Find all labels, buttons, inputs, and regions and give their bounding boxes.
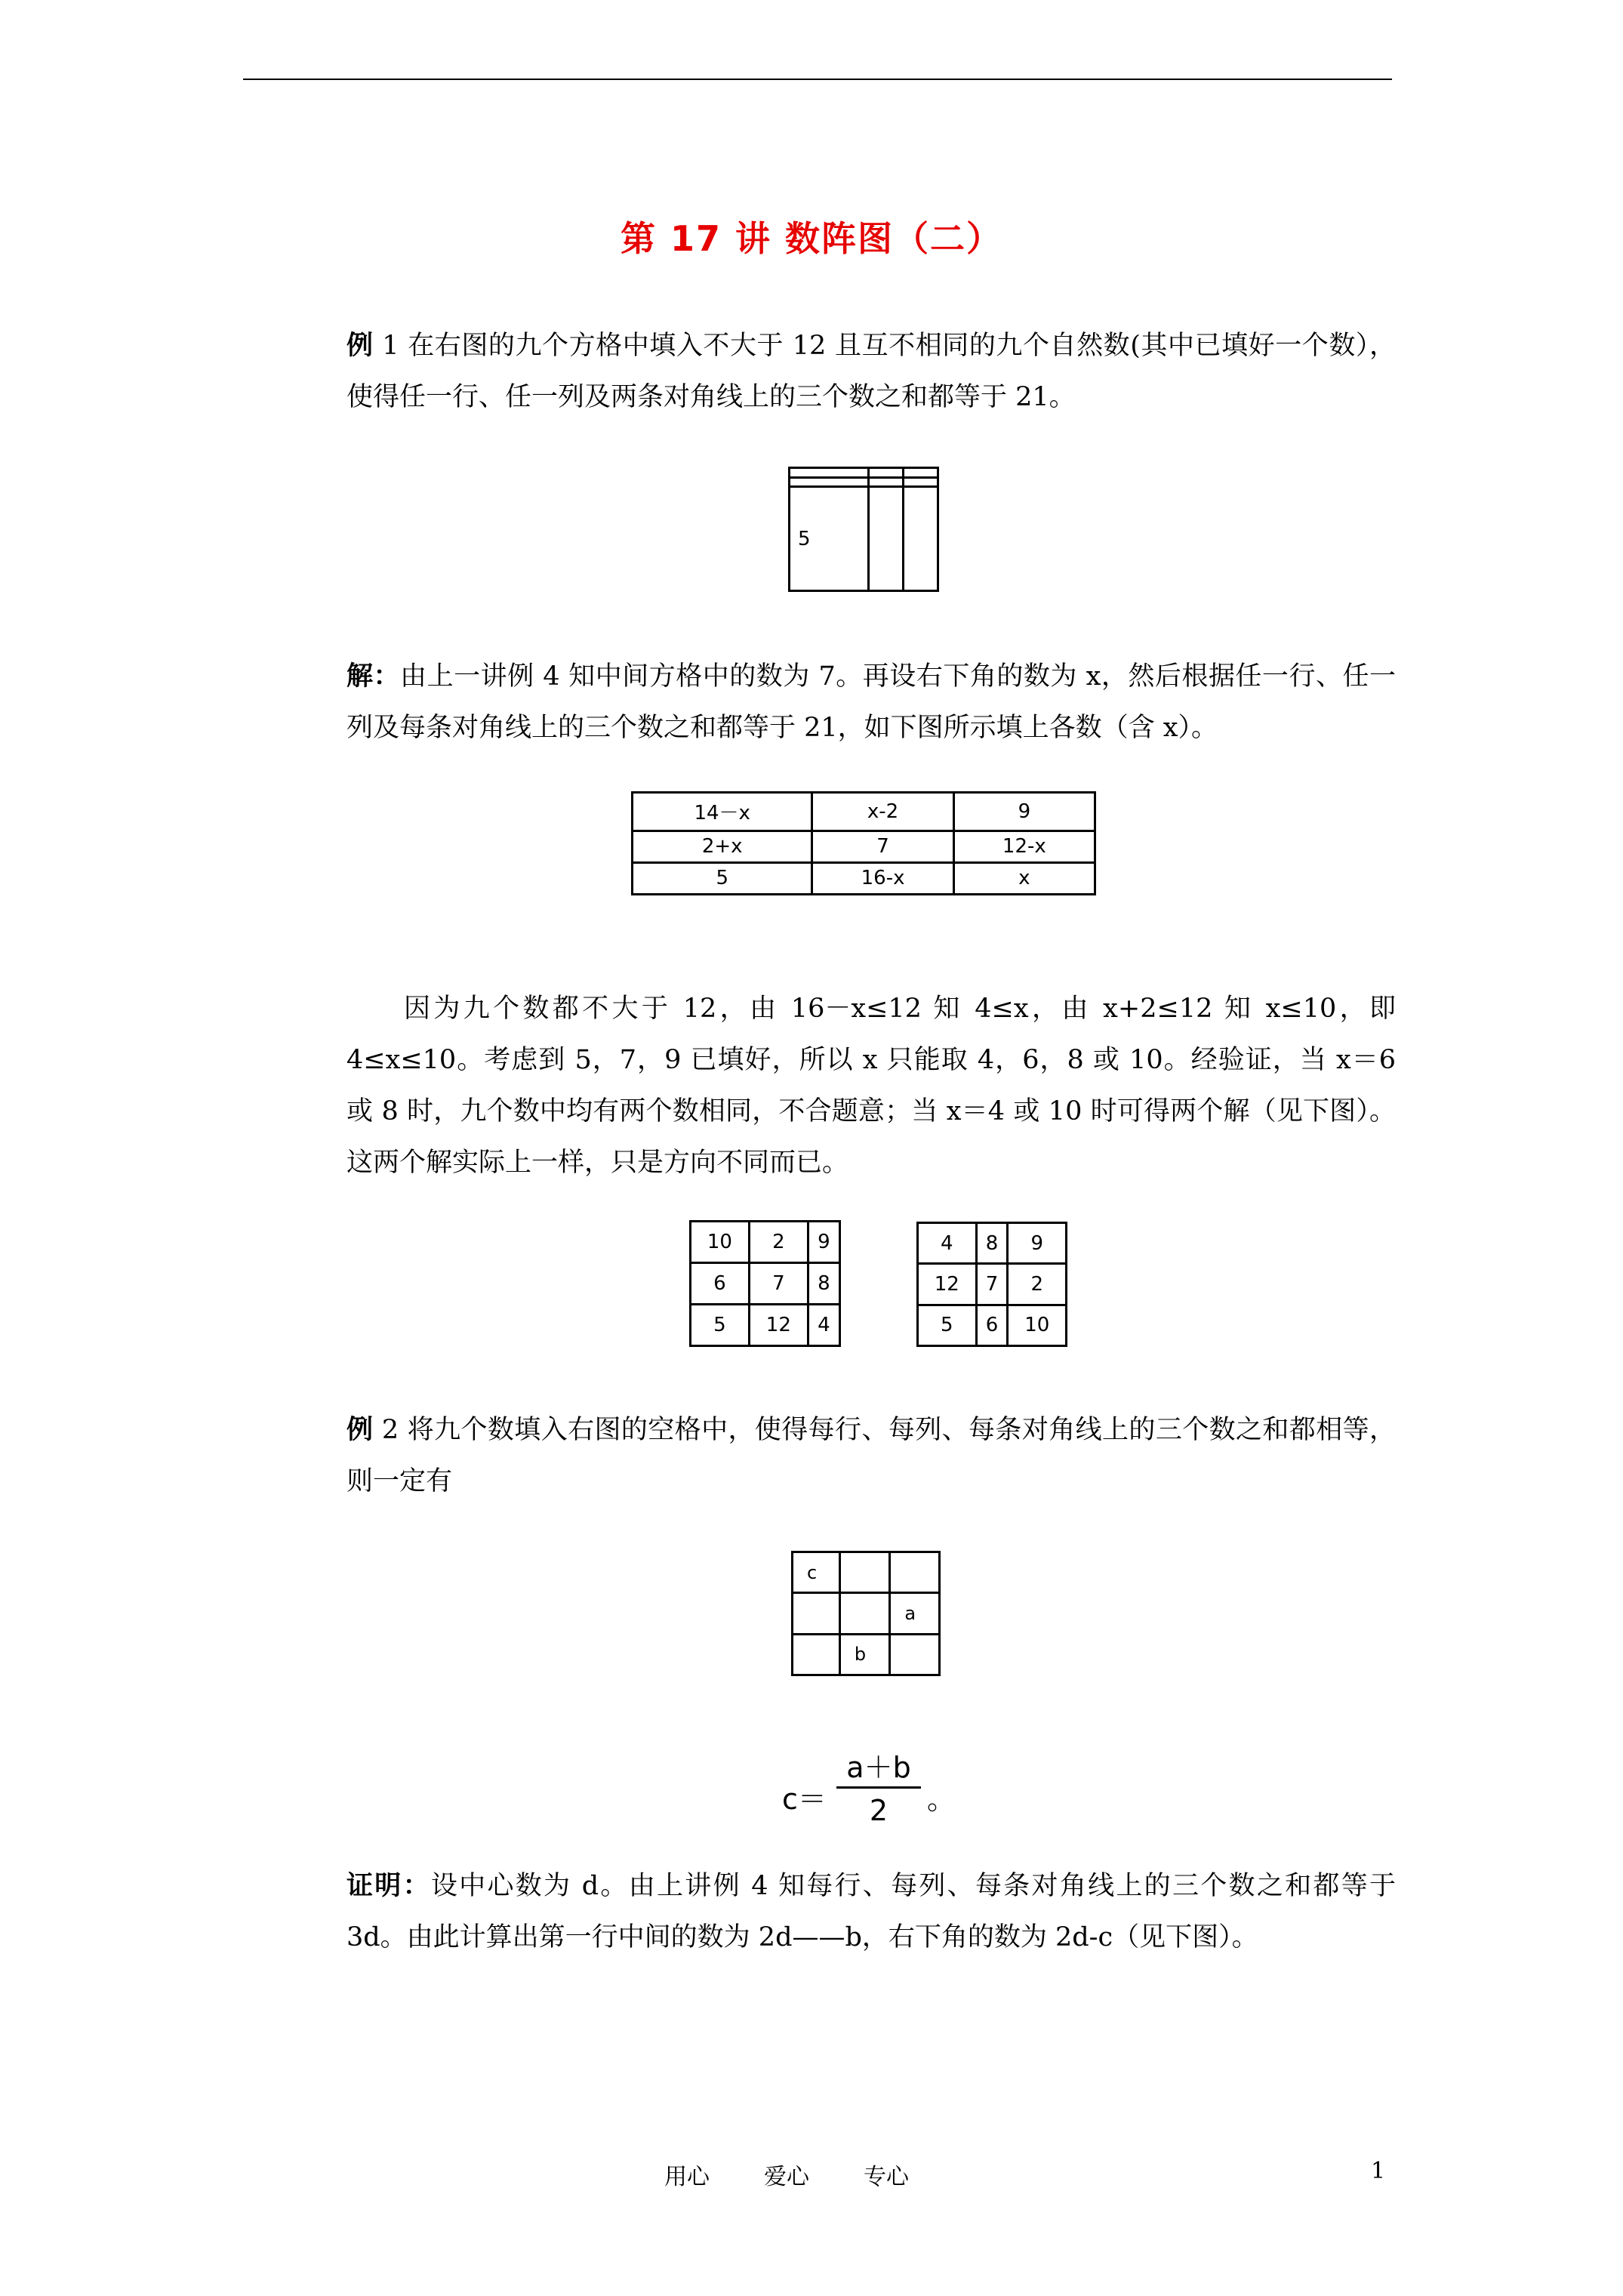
grid-cell [903, 477, 938, 487]
grid-cell: 7 [976, 1264, 1008, 1305]
example-1-grid [788, 467, 939, 592]
grid-cell: 12 [749, 1305, 808, 1346]
grid-cell: b [839, 1634, 890, 1675]
grid-cell: x-2 [812, 793, 953, 831]
proof-label: 证明： [346, 1871, 431, 1901]
example-1-label: 例 [346, 331, 374, 361]
grid-cell: 14－x [633, 793, 812, 831]
grid-cell: c [793, 1552, 840, 1593]
grid-row [633, 862, 1095, 894]
grid-row [790, 487, 938, 591]
grid-cell: 7 [812, 831, 953, 862]
grid-cell: 2 [749, 1222, 808, 1263]
grid-cell: 10 [1008, 1305, 1067, 1345]
grid-cell [868, 468, 903, 478]
grid-cell: 7 [749, 1263, 808, 1305]
grid-cell: 6 [976, 1305, 1008, 1345]
footer-item: 爱心 [764, 2164, 809, 2190]
formula [782, 1737, 963, 1835]
grid-cell [839, 1593, 890, 1634]
grid-cell: 2+x [633, 831, 812, 862]
grid-row [691, 1263, 840, 1305]
grid-cell [890, 1634, 940, 1675]
grid-row [633, 831, 1095, 862]
footer-item: 专心 [864, 2164, 909, 2190]
grid-row [918, 1223, 1067, 1264]
header-rule [243, 79, 1392, 80]
example-2-text: 2 将九个数填入右图的空格中，使得每行、每列、每条对角线上的三个数之和都相等，则一定有 [346, 1415, 1396, 1496]
grid-cell [868, 477, 903, 487]
grid-row [691, 1305, 840, 1346]
grid-row [793, 1634, 940, 1675]
proof-text: 设中心数为 d。由上讲例 4 知每行、每列、每条对角线上的三个数之和都等于 3d。由此计算出第一行中间的数为 2d——b，右下角的数为 2d-c（见下图）。 [346, 1871, 1396, 1952]
grid-row [793, 1593, 940, 1634]
example-2 [346, 1404, 1396, 1507]
solution-1-label: 解： [346, 661, 401, 692]
grid-row [790, 477, 938, 487]
grid-cell: 9 [953, 793, 1095, 831]
grid-cell [868, 487, 903, 591]
formula-numerator: a＋b [846, 1751, 911, 1784]
grid-cell [793, 1593, 840, 1634]
grid-row [918, 1264, 1067, 1305]
example-1-text: 1 在右图的九个方格中填入不大于 12 且互不相同的九个自然数(其中已填好一个数），使得任一行、任一列及两条对角线上的三个数之和都等于 21。 [346, 331, 1396, 412]
grid-cell: x [953, 862, 1095, 894]
grid-cell: 16-x [812, 862, 953, 894]
grid-row [793, 1552, 940, 1593]
solution-grid-x10 [916, 1222, 1067, 1347]
analysis-paragraph: 因为九个数都不大于 12，由 16－x≤12 知 4≤x，由 x+2≤12 知 x≤10，即 4≤x≤10。考虑到 5，7，9 已填好，所以 x 只能取 4，6，8 或 10。经验证，当 x＝6 或 8 时，九个数中均有两个数相同，不合题意；当 x＝4 或 10 时可得两个解（见下图）。这两个解实际上一样，只是方向不同而已。 [346, 994, 1396, 1178]
grid-cell: 9 [808, 1222, 839, 1263]
grid-cell: 8 [808, 1263, 839, 1305]
grid-cell: 5 [633, 862, 812, 894]
example-1 [346, 320, 1396, 423]
grid-row [691, 1222, 840, 1263]
fraction-bar [836, 1786, 921, 1789]
grid-cell [790, 468, 869, 478]
example-2-grid [791, 1551, 941, 1676]
solution-1-text: 由上一讲例 4 知中间方格中的数为 7。再设右下角的数为 x，然后根据任一行、任一列及每条对角线上的三个数之和都等于 21，如下图所示填上各数（含 x）。 [346, 661, 1396, 743]
solution-1 [346, 651, 1396, 754]
solution-1-grid [631, 791, 1096, 895]
footer-item: 用心 [664, 2164, 710, 2190]
page-title: 第 17 讲 数阵图（二） [620, 218, 1003, 259]
grid-cell: 8 [976, 1223, 1008, 1264]
grid-cell [793, 1634, 840, 1675]
grid-row [633, 793, 1095, 831]
solution-grid-x4 [689, 1220, 841, 1347]
grid-cell: 12 [918, 1264, 977, 1305]
grid-cell: 12-x [953, 831, 1095, 862]
grid-row [790, 468, 938, 478]
grid-cell [903, 487, 938, 591]
grid-cell: 4 [808, 1305, 839, 1346]
page-number: 1 [1371, 2158, 1386, 2184]
grid-cell: 4 [918, 1223, 977, 1264]
grid-cell: 5 [918, 1305, 977, 1345]
grid-cell: a [890, 1593, 940, 1634]
grid-cell: 2 [1008, 1264, 1067, 1305]
grid-row [918, 1305, 1067, 1345]
grid-cell [839, 1552, 890, 1593]
grid-cell: 6 [691, 1263, 750, 1305]
grid-cell: 9 [1008, 1223, 1067, 1264]
grid-cell [890, 1552, 940, 1593]
proof [346, 1860, 1396, 1963]
grid-cell: 5 [790, 487, 869, 591]
formula-denominator: 2 [869, 1794, 888, 1827]
grid-cell [790, 477, 869, 487]
formula-tail: 。 [927, 1783, 956, 1816]
example-2-label: 例 [346, 1415, 374, 1445]
grid-cell [903, 468, 938, 478]
grid-cell: 5 [691, 1305, 750, 1346]
grid-cell: 10 [691, 1222, 750, 1263]
formula-lhs: c＝ [782, 1783, 827, 1816]
